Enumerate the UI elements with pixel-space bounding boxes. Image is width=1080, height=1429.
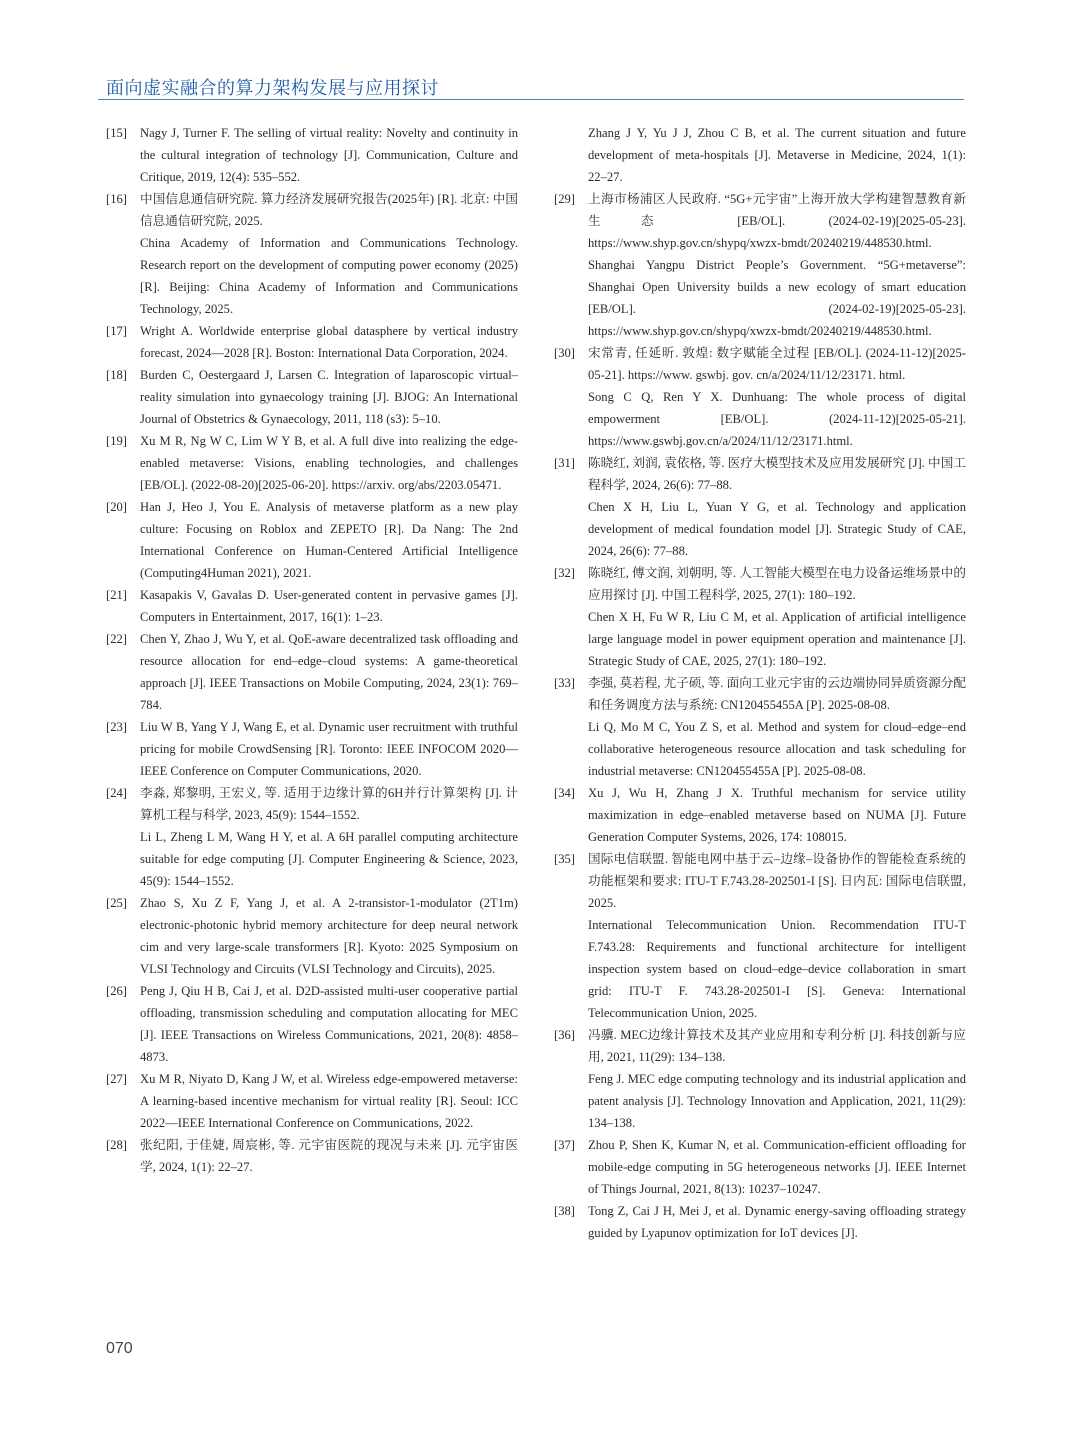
reference-body (588, 188, 966, 342)
reference-item (106, 122, 518, 188)
reference-text: Xu M R, Ng W C, Lim W Y B, et al. A full dive into realizing the edge-enabled metaverse: Visions, enabling technologies, and challenges [EB/OL]. (2022-08-20)[2025-06-20]. https://arxiv. org/abs/2203.05471. (140, 434, 518, 492)
reference-translation: Chen X H, Liu L, Yuan Y G, et al. Technology and application development of medical foundation model [J]. Strategic Study of CAE, 2024, 26(6): 77–88. (588, 500, 966, 558)
reference-body (588, 1200, 966, 1244)
reference-number: [34] (554, 786, 575, 800)
reference-body (588, 562, 966, 672)
reference-body (140, 320, 518, 364)
reference-text: Peng J, Qiu H B, Cai J, et al. D2D-assisted multi-user cooperative partial offloading, transmission scheduling and computation allocating for MEC [J]. IEEE Transactions on Wireless Communications, 2021, 20(8): 4858–4873. (140, 984, 518, 1064)
reference-body (140, 1134, 518, 1178)
reference-text: 中国信息通信研究院. 算力经济发展研究报告(2025年) [R]. 北京: 中国信息通信研究院, 2025. (140, 192, 518, 228)
reference-body (140, 188, 518, 320)
reference-text: Wright A. Worldwide enterprise global datasphere by vertical industry forecast, 2024—2028 [R]. Boston: International Data Corporation, 2024. (140, 324, 518, 360)
reference-text: Xu M R, Niyato D, Kang J W, et al. Wireless edge-empowered metaverse: A learning-based incentive mechanism for virtual reality [R]. Seoul: ICC 2022—IEEE International Conference on Communications, 2022. (140, 1072, 518, 1130)
left-column (106, 122, 518, 1178)
reference-item (554, 672, 966, 782)
reference-text: Zhou P, Shen K, Kumar N, et al. Communication-efficient offloading for mobile-edge computing in 5G heterogeneous networks [J]. IEEE Internet of Things Journal, 2021, 8(13): 10237–10247. (588, 1138, 966, 1196)
reference-number: [26] (106, 984, 127, 998)
reference-item (106, 1068, 518, 1134)
reference-translation: Feng J. MEC edge computing technology and its industrial application and patent analysis [J]. Technology Innovation and Application, 2021, 11(29): 134–138. (588, 1072, 966, 1130)
reference-number: [23] (106, 720, 127, 734)
reference-body (588, 672, 966, 782)
reference-item (106, 364, 518, 430)
reference-body (588, 342, 966, 452)
reference-body (140, 782, 518, 892)
reference-text: Liu W B, Yang Y J, Wang E, et al. Dynamic user recruitment with truthful pricing for mobile CrowdSensing [R]. Toronto: IEEE INFOCOM 2020—IEEE Conference on Computer Communications, 2020. (140, 720, 518, 778)
reference-body (140, 1068, 518, 1134)
reference-item (554, 562, 966, 672)
reference-item (554, 122, 966, 188)
reference-number: [29] (554, 192, 575, 206)
reference-translation: China Academy of Information and Communications Technology. Research report on the development of computing power economy (2025) [R]. Beijing: China Academy of Information and Communications Technology, 2025. (140, 236, 518, 316)
reference-item (106, 716, 518, 782)
reference-item (554, 848, 966, 1024)
reference-text: Zhao S, Xu Z F, Yang J, et al. A 2-transistor-1-modulator (2T1m) electronic-photonic hybrid memory architecture for deep neural network cim and very large-scale transformers [R]. Kyoto: 2025 Symposium on VLSI Technology and Circuits (VLSI Technology and Circuits), 2025. (140, 896, 518, 976)
reference-text: 陈晓红, 傅文润, 刘朝明, 等. 人工智能大模型在电力设备运维场景中的应用探讨 [J]. 中国工程科学, 2025, 27(1): 180–192. (588, 566, 966, 602)
reference-number: [15] (106, 126, 127, 140)
reference-translation: Li L, Zheng L M, Wang H Y, et al. A 6H parallel computing architecture suitable for edge computing [J]. Computer Engineering & Science, 2023, 45(9): 1544–1552. (140, 830, 518, 888)
reference-body (140, 892, 518, 980)
reference-text: Kasapakis V, Gavalas D. User-generated content in pervasive games [J]. Computers in Entertainment, 2017, 16(1): 1–23. (140, 588, 518, 624)
reference-text: Burden C, Oestergaard J, Larsen C. Integration of laparoscopic virtual–reality simulation into gynaecology training [J]. BJOG: An International Journal of Obstetrics & Gynaecology, 2011, 118 (s3): 5–10. (140, 368, 518, 426)
reference-item (106, 628, 518, 716)
reference-number: [30] (554, 346, 575, 360)
reference-translation: Chen X H, Fu W R, Liu C M, et al. Application of artificial intelligence large language model in power equipment operation and maintenance [J]. Strategic Study of CAE, 2025, 27(1): 180–192. (588, 610, 966, 668)
reference-number: [16] (106, 192, 127, 206)
reference-body (588, 1024, 966, 1134)
reference-item (554, 452, 966, 562)
reference-item (106, 320, 518, 364)
reference-text: Han J, Heo J, You E. Analysis of metaverse platform as a new play culture: Focusing on Roblox and ZEPETO [R]. Da Nang: The 2nd International Conference on Human-Centered Artificial Intelligence (Computing4Human 2021), 2021. (140, 500, 518, 580)
reference-number: [37] (554, 1138, 575, 1152)
reference-text: 陈晓红, 刘润, 袁依格, 等. 医疗大模型技术及应用发展研究 [J]. 中国工程科学, 2024, 26(6): 77–88. (588, 456, 966, 492)
reference-number: [36] (554, 1028, 575, 1042)
reference-body (140, 628, 518, 716)
reference-number: [18] (106, 368, 127, 382)
reference-text: 李淼, 郑黎明, 王宏义, 等. 适用于边缘计算的6H并行计算架构 [J]. 计算机工程与科学, 2023, 45(9): 1544–1552. (140, 786, 518, 822)
reference-item (106, 496, 518, 584)
reference-number: [19] (106, 434, 127, 448)
reference-text: 宋常青, 任延昕. 敦煌: 数字赋能全过程 [EB/OL]. (2024-11-12)[2025-05-21]. https://www. gswbj. gov. cn/a/2024/11/12/23171. html. (588, 346, 966, 382)
reference-text: Xu J, Wu H, Zhang J X. Truthful mechanism for service utility maximization in edge–enabled metaverse based on NUMA [J]. Future Generation Computer Systems, 2026, 174: 108015. (588, 786, 966, 844)
reference-number: [24] (106, 786, 127, 800)
reference-text: 上海市杨浦区人民政府. “5G+元宇宙”上海开放大学构建智慧教育新生态 [EB/OL]. (2024-02-19)[2025-05-23]. https://www.shyp.gov.cn/shypq/xwzx-bmdt/20240219/448530.html. (588, 192, 966, 250)
reference-body (140, 716, 518, 782)
reference-body (140, 364, 518, 430)
reference-number (554, 122, 588, 188)
reference-item (554, 782, 966, 848)
reference-text: 张纪阳, 于佳婕, 周宸彬, 等. 元宇宙医院的现况与未来 [J]. 元宇宙医学, 2024, 1(1): 22–27. (140, 1138, 518, 1174)
reference-translation: International Telecommunication Union. Recommendation ITU-T F.743.28: Requirements and functional architecture for intelligent inspection system based on cloud–edge–device collaboration in smart grid: ITU-T F. 743.28-202501-I [S]. Geneva: International Telecommunication Union, 2025. (588, 918, 966, 1020)
reference-item (106, 892, 518, 980)
reference-item (554, 188, 966, 342)
reference-item (554, 1134, 966, 1200)
reference-item (106, 584, 518, 628)
reference-number: [21] (106, 588, 127, 602)
reference-body (140, 496, 518, 584)
reference-item (106, 1134, 518, 1178)
reference-text: 李强, 莫若程, 尤子硕, 等. 面向工业元宇宙的云边端协同异质资源分配和任务调度方法与系统: CN120455455A [P]. 2025-08-08. (588, 676, 966, 712)
reference-text: Chen Y, Zhao J, Wu Y, et al. QoE-aware decentralized task offloading and resource allocation for end–edge–cloud systems: A game-theoretical approach [J]. IEEE Transactions on Mobile Computing, 2024, 23(1): 769–784. (140, 632, 518, 712)
reference-number: [32] (554, 566, 575, 580)
reference-number: [17] (106, 324, 127, 338)
reference-text: 国际电信联盟. 智能电网中基于云–边缘–设备协作的智能检查系统的功能框架和要求: ITU-T F.743.28-202501-I [S]. 日内瓦: 国际电信联盟, 2025. (588, 852, 966, 910)
reference-body (588, 1134, 966, 1200)
reference-body (140, 122, 518, 188)
reference-number: [27] (106, 1072, 127, 1086)
reference-body (140, 584, 518, 628)
reference-body (588, 122, 966, 188)
running-header: 面向虚实融合的算力架构发展与应用探讨 (106, 78, 439, 99)
reference-item (106, 430, 518, 496)
reference-number: [38] (554, 1204, 575, 1218)
reference-body (140, 430, 518, 496)
reference-body (588, 848, 966, 1024)
reference-body (140, 980, 518, 1068)
reference-item (106, 980, 518, 1068)
page-number: 070 (106, 1340, 133, 1357)
reference-number: [20] (106, 500, 127, 514)
reference-number: [35] (554, 852, 575, 866)
reference-body (588, 452, 966, 562)
reference-translation: Shanghai Yangpu District People’s Government. “5G+metaverse”: Shanghai Open University builds a new ecology of smart education [EB/OL]. (2024-02-19)[2025-05-23]. https://www.shyp.gov.cn/shypq/xwzx-bmdt/20240219/448530.html. (588, 258, 966, 338)
reference-translation: Song C Q, Ren Y X. Dunhuang: The whole process of digital empowerment [EB/OL]. (2024-11-12)[2025-05-21]. https://www.gswbj.gov.cn/a/2024/11/12/23171.html. (588, 390, 966, 448)
reference-item (106, 188, 518, 320)
reference-text: Tong Z, Cai J H, Mei J, et al. Dynamic energy-saving offloading strategy guided by Lyapunov optimization for IoT devices [J]. (588, 1204, 966, 1240)
reference-item (106, 782, 518, 892)
header-rule (98, 99, 964, 100)
reference-text: 冯骥. MEC边缘计算技术及其产业应用和专利分析 [J]. 科技创新与应用, 2021, 11(29): 134–138. (588, 1028, 966, 1064)
reference-body (588, 782, 966, 848)
reference-text: Zhang J Y, Yu J J, Zhou C B, et al. The current situation and future development of meta-hospitals [J]. Metaverse in Medicine, 2024, 1(1): 22–27. (588, 126, 966, 184)
reference-number: [33] (554, 676, 575, 690)
reference-item (554, 342, 966, 452)
right-column (554, 122, 966, 1244)
reference-number: [22] (106, 632, 127, 646)
reference-number: [31] (554, 456, 575, 470)
reference-number: [25] (106, 896, 127, 910)
reference-item (554, 1200, 966, 1244)
reference-translation: Li Q, Mo M C, You Z S, et al. Method and system for cloud–edge–end collaborative heterogeneous resource allocation and task scheduling for industrial metaverse: CN120455455A [P]. 2025-08-08. (588, 720, 966, 778)
reference-item (554, 1024, 966, 1134)
reference-text: Nagy J, Turner F. The selling of virtual reality: Novelty and continuity in the cultural integration of technology [J]. Communication, Culture and Critique, 2019, 12(4): 535–552. (140, 126, 518, 184)
reference-number: [28] (106, 1138, 127, 1152)
